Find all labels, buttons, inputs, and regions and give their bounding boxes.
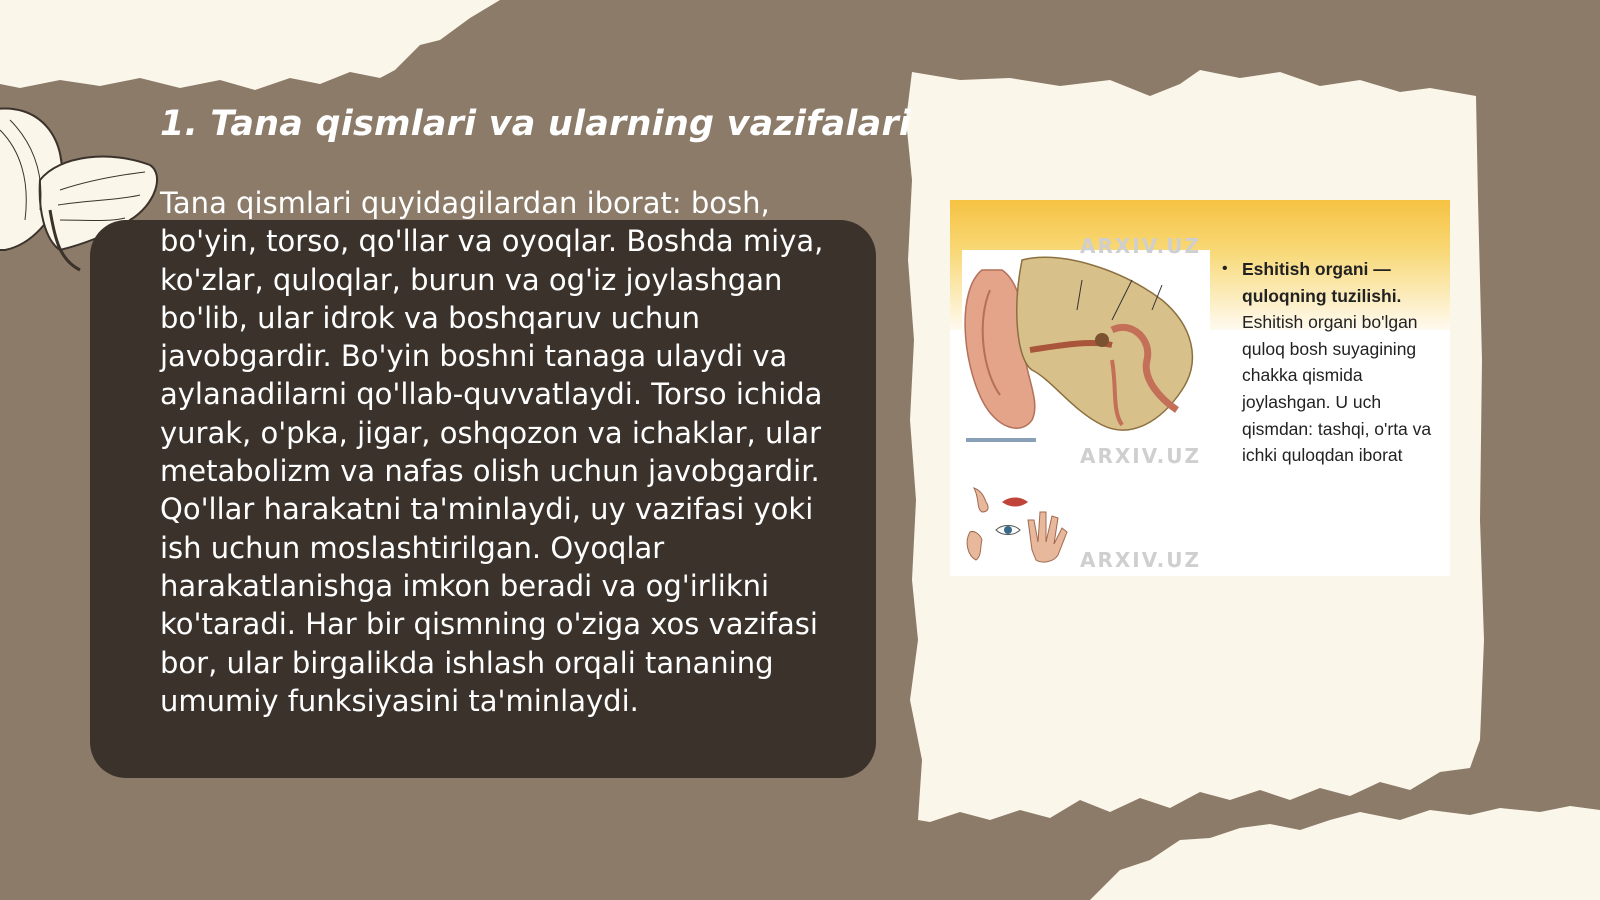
ear-anatomy-icon xyxy=(962,250,1210,576)
caption-text: Eshitish organi bo'lgan quloq bosh suyagining chakka qismida joylashgan. U uch qismdan: tashqi, o'rta va ichki quloqdan iborat xyxy=(1242,312,1432,466)
image-caption xyxy=(1222,256,1442,469)
caption-bullet: • xyxy=(1222,260,1228,277)
watermark-text-2: ARXIV.UZ xyxy=(1080,444,1201,468)
hand-icon xyxy=(1028,512,1067,562)
slide-title: 1. Tana qismlari va ularning vazifalari xyxy=(160,104,912,144)
ear-icon xyxy=(967,531,982,560)
caption-heading: Eshitish organi — quloqning tuzilishi. xyxy=(1242,259,1402,306)
watermark-text-3: ARXIV.UZ xyxy=(1080,548,1201,572)
torn-paper-top-left xyxy=(0,0,500,90)
lips-icon xyxy=(1002,498,1028,507)
slide-body-text: Tana qismlari quyidagilardan iborat: bosh, bo'yin, torso, qo'llar va oyoqlar. Boshda miya, ko'zlar, quloqlar, burun va og'iz joylashgan bo'lib, ular idrok va boshqaruv uchun javobgardir. Bo'yin boshni tanaga ulaydi va aylanadilarni qo'llab-quvvatlaydi. Torso ichida yurak, o'pka, jigar, oshqozon va ichaklar, ular metabolizm va nafas olish uchun javobgardir. Qo'llar harakatni ta'minlaydi, uy vazifasi yoki ish uchun moslashtirilgan. Oyoqlar harakatlanishga imkon beradi va og'irlikni ko'taradi. Har bir qismning o'ziga xos vazifasi bor, ular birgalikda ishlash orqali tananing umumiy funksiyasini ta'minlaydi. xyxy=(160,186,824,718)
eye-icon xyxy=(996,526,1020,535)
ear-anatomy-image xyxy=(950,200,1450,576)
torn-paper-bottom-right xyxy=(1090,806,1600,900)
watermark-text-1: ARXIV.UZ xyxy=(1080,234,1201,258)
nose-icon xyxy=(974,488,988,512)
